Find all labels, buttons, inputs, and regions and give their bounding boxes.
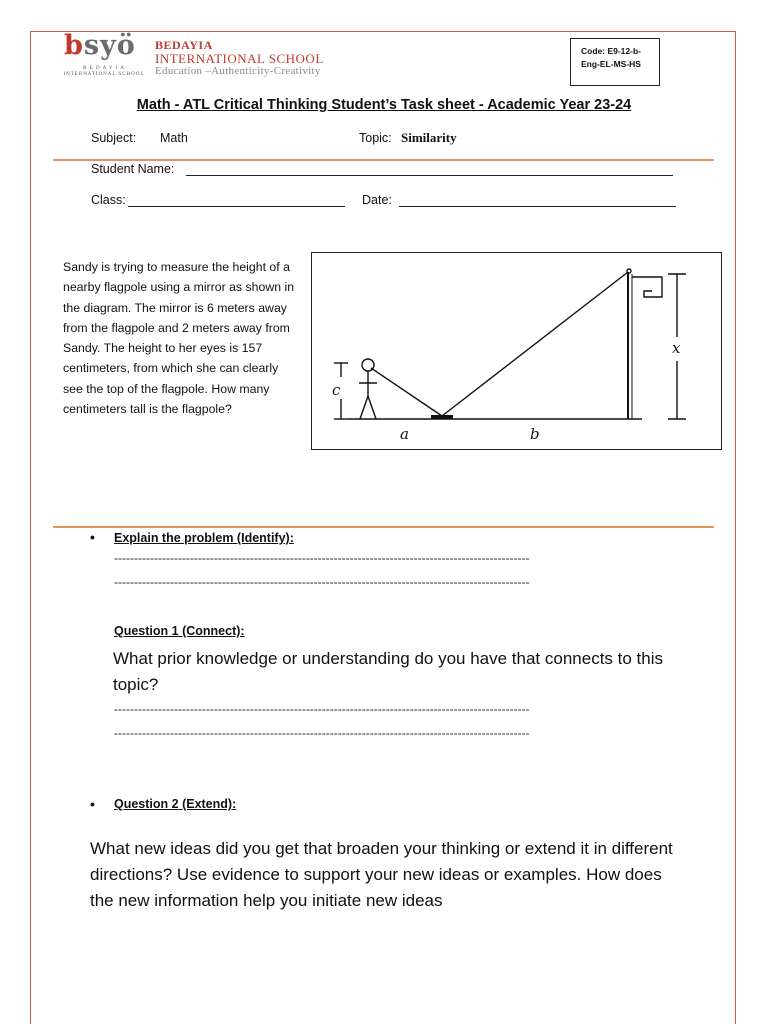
diagram-svg [312, 253, 721, 449]
question-1-answer-line-2[interactable]: -------------------------------------------------------------------------------------------------------- [114, 726, 530, 740]
divider-orange-middle [53, 526, 714, 528]
student-name-label: Student Name: [91, 162, 175, 176]
question-1-text: What prior knowledge or understanding do you have that connects to this topic? [113, 649, 664, 694]
explain-answer-line-1[interactable]: -------------------------------------------------------------------------------------------------------- [114, 551, 530, 565]
divider-orange-top [53, 159, 714, 161]
bullet-explain: • [90, 529, 95, 545]
code-line-2: Eng-EL-MS-HS [581, 59, 641, 69]
label-a: a [400, 425, 409, 443]
sightline-to-mirror [371, 368, 442, 416]
school-name-line-1: BEDAYIA [155, 38, 213, 52]
label-x: x [672, 339, 681, 357]
topic-label: Topic: [359, 131, 392, 145]
explain-heading: Explain the problem (Identify): [114, 531, 294, 545]
class-label: Class: [91, 193, 126, 207]
class-field[interactable] [128, 206, 345, 207]
code-line-1: Code: E9-12-b- [581, 46, 641, 56]
label-c: c [332, 381, 341, 399]
document-code-box [570, 38, 660, 86]
flag [632, 277, 662, 297]
date-label: Date: [362, 193, 392, 207]
question-2-heading: Question 2 (Extend): [114, 797, 237, 811]
explain-answer-line-2[interactable]: -------------------------------------------------------------------------------------------------------- [114, 575, 530, 589]
label-b: b [530, 425, 540, 443]
student-name-field[interactable] [186, 175, 673, 176]
sightline-to-flag [442, 272, 628, 416]
subject-value: Math [160, 131, 188, 145]
question-1-heading: Question 1 (Connect): [114, 624, 245, 638]
mirror [431, 415, 453, 419]
logo-subtitle: B E D A Y I A INTERNATIONAL SCHOOL [63, 66, 145, 77]
flagpole-diagram [311, 252, 722, 450]
school-motto: Education –Authenticity-Creativity [155, 65, 321, 77]
school-logo: bsyö [64, 30, 136, 61]
question-2-text: What new ideas did you get that broaden your thinking or extend it in different directions? Use evidence to support your new ideas or examples. How does the new information help you initiate new ideas [90, 839, 673, 910]
page-title: Math - ATL Critical Thinking Student’s Task sheet - Academic Year 23-24 [136, 97, 632, 113]
problem-statement: Sandy is trying to measure the height of a nearby flagpole using a mirror as shown in the diagram. The mirror is 6 meters away from the flagpole and 2 meters away from Sandy. The height to her eyes is 157 centimeters, from which she can clearly see the top of the flagpole. How many centimeters tall is the flagpole? [63, 260, 295, 417]
subject-label: Subject: [91, 131, 137, 145]
question-1-answer-line-1[interactable]: -------------------------------------------------------------------------------------------------------- [114, 702, 530, 716]
topic-value: Similarity [401, 130, 457, 145]
bullet-question-2: • [90, 796, 95, 812]
date-field[interactable] [399, 206, 676, 207]
school-name-line-2: INTERNATIONAL SCHOOL [155, 51, 324, 66]
